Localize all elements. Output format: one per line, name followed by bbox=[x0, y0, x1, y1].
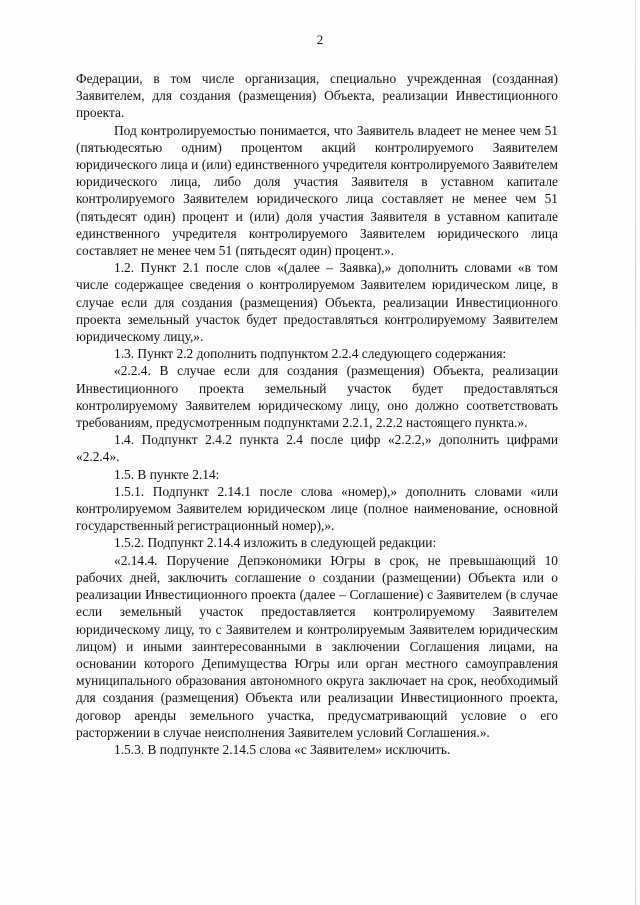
paragraph-control-definition: Под контролируемостью понимается, что Заявитель владеет не менее чем 51 (пятьюдесятью одним) процентом акций контролируемого Заявителем юридического лица и (или) единственного учредителя контролируемого Заявителем юридического лица, либо доля участия Заявителя в уставном капитале контролируемого Заявителем юридического лица составляет не менее чем 51 (пятьдесят один) процент и (или) доля участия Заявителя в уставном капитале единственного учредителя контролируемого Заявителем юридического лица составляет не менее чем 51 (пятьдесят один) процент.». bbox=[76, 122, 558, 259]
paragraph-2-2-4: «2.2.4. В случае если для создания (размещения) Объекта, реализации Инвестиционного проекта земельный участок будет предоставляться контролируемому Заявителем юридическому лицу, оно должно соответствовать требованиям, предусмотренным подпунктами 2.2.1, 2.2.2 настоящего пункта.». bbox=[76, 363, 558, 431]
scan-edge-shadow bbox=[635, 0, 636, 905]
paragraph-2-14-4: «2.14.4. Поручение Депэкономики Югры в срок, не превышающий 10 рабочих дней, заключить соглашение о создании (размещении) Объекта или о реализации Инвестиционного проекта (далее – Соглашение) с Заявителем (в случае если земельный участок предоставляется контролируемому Заявителем юридическому лицу, то с Заявителем и контролируемым Заявителем юридическим лицом) и иными заинтересованными в заключении Соглашения лицами, на основании которого Депимущества Югры или орган местного самоуправления муниципального образования автономного округа заключает на срок, необходимый для создания (размещения) Объекта или реализации Инвестиционного проекта, договор аренды земельного участка, предусматривающий условие о его расторжении в случае неисполнения Заявителем условий Соглашения.». bbox=[76, 552, 558, 740]
paragraph-1-3: 1.3. Пункт 2.2 дополнить подпунктом 2.2.4 следующего содержания: bbox=[114, 346, 507, 362]
paragraph-1-2: 1.2. Пункт 2.1 после слов «(далее – Заявка),» дополнить словами «в том числе содержащее сведения о контролируемом Заявителем юридическом лице, в случае если для создания (размещения) Объекта, реализации Инвестиционного проекта земельный участок будет предоставляться контролируемому Заявителем юридическому лицу,». bbox=[76, 260, 558, 345]
paragraph-1-5: 1.5. В пункте 2.14: bbox=[114, 466, 220, 482]
paragraph-1-4: 1.4. Подпункт 2.4.2 пункта 2.4 после цифр «2.2.2,» дополнить цифрами «2.2.4». bbox=[76, 432, 558, 465]
page-number: 2 bbox=[316, 32, 324, 47]
paragraph-1-5-1: 1.5.1. Подпункт 2.14.1 после слова «номер),» дополнить словами «или контролируемом Заявителем юридическом лице (полное наименование, основной государственный регистрационный номер),». bbox=[76, 483, 558, 534]
document-body bbox=[76, 70, 558, 758]
paragraph-continuation: Федерации, в том числе организация, специально учрежденная (созданная) Заявителем, для создания (размещения) Объекта, реализации Инвестиционного проекта. bbox=[76, 71, 558, 121]
paragraph-1-5-2: 1.5.2. Подпункт 2.14.4 изложить в следующей редакции: bbox=[114, 535, 437, 551]
paragraph-1-5-3: 1.5.3. В подпункте 2.14.5 слова «с Заявителем» исключить. bbox=[114, 741, 451, 757]
